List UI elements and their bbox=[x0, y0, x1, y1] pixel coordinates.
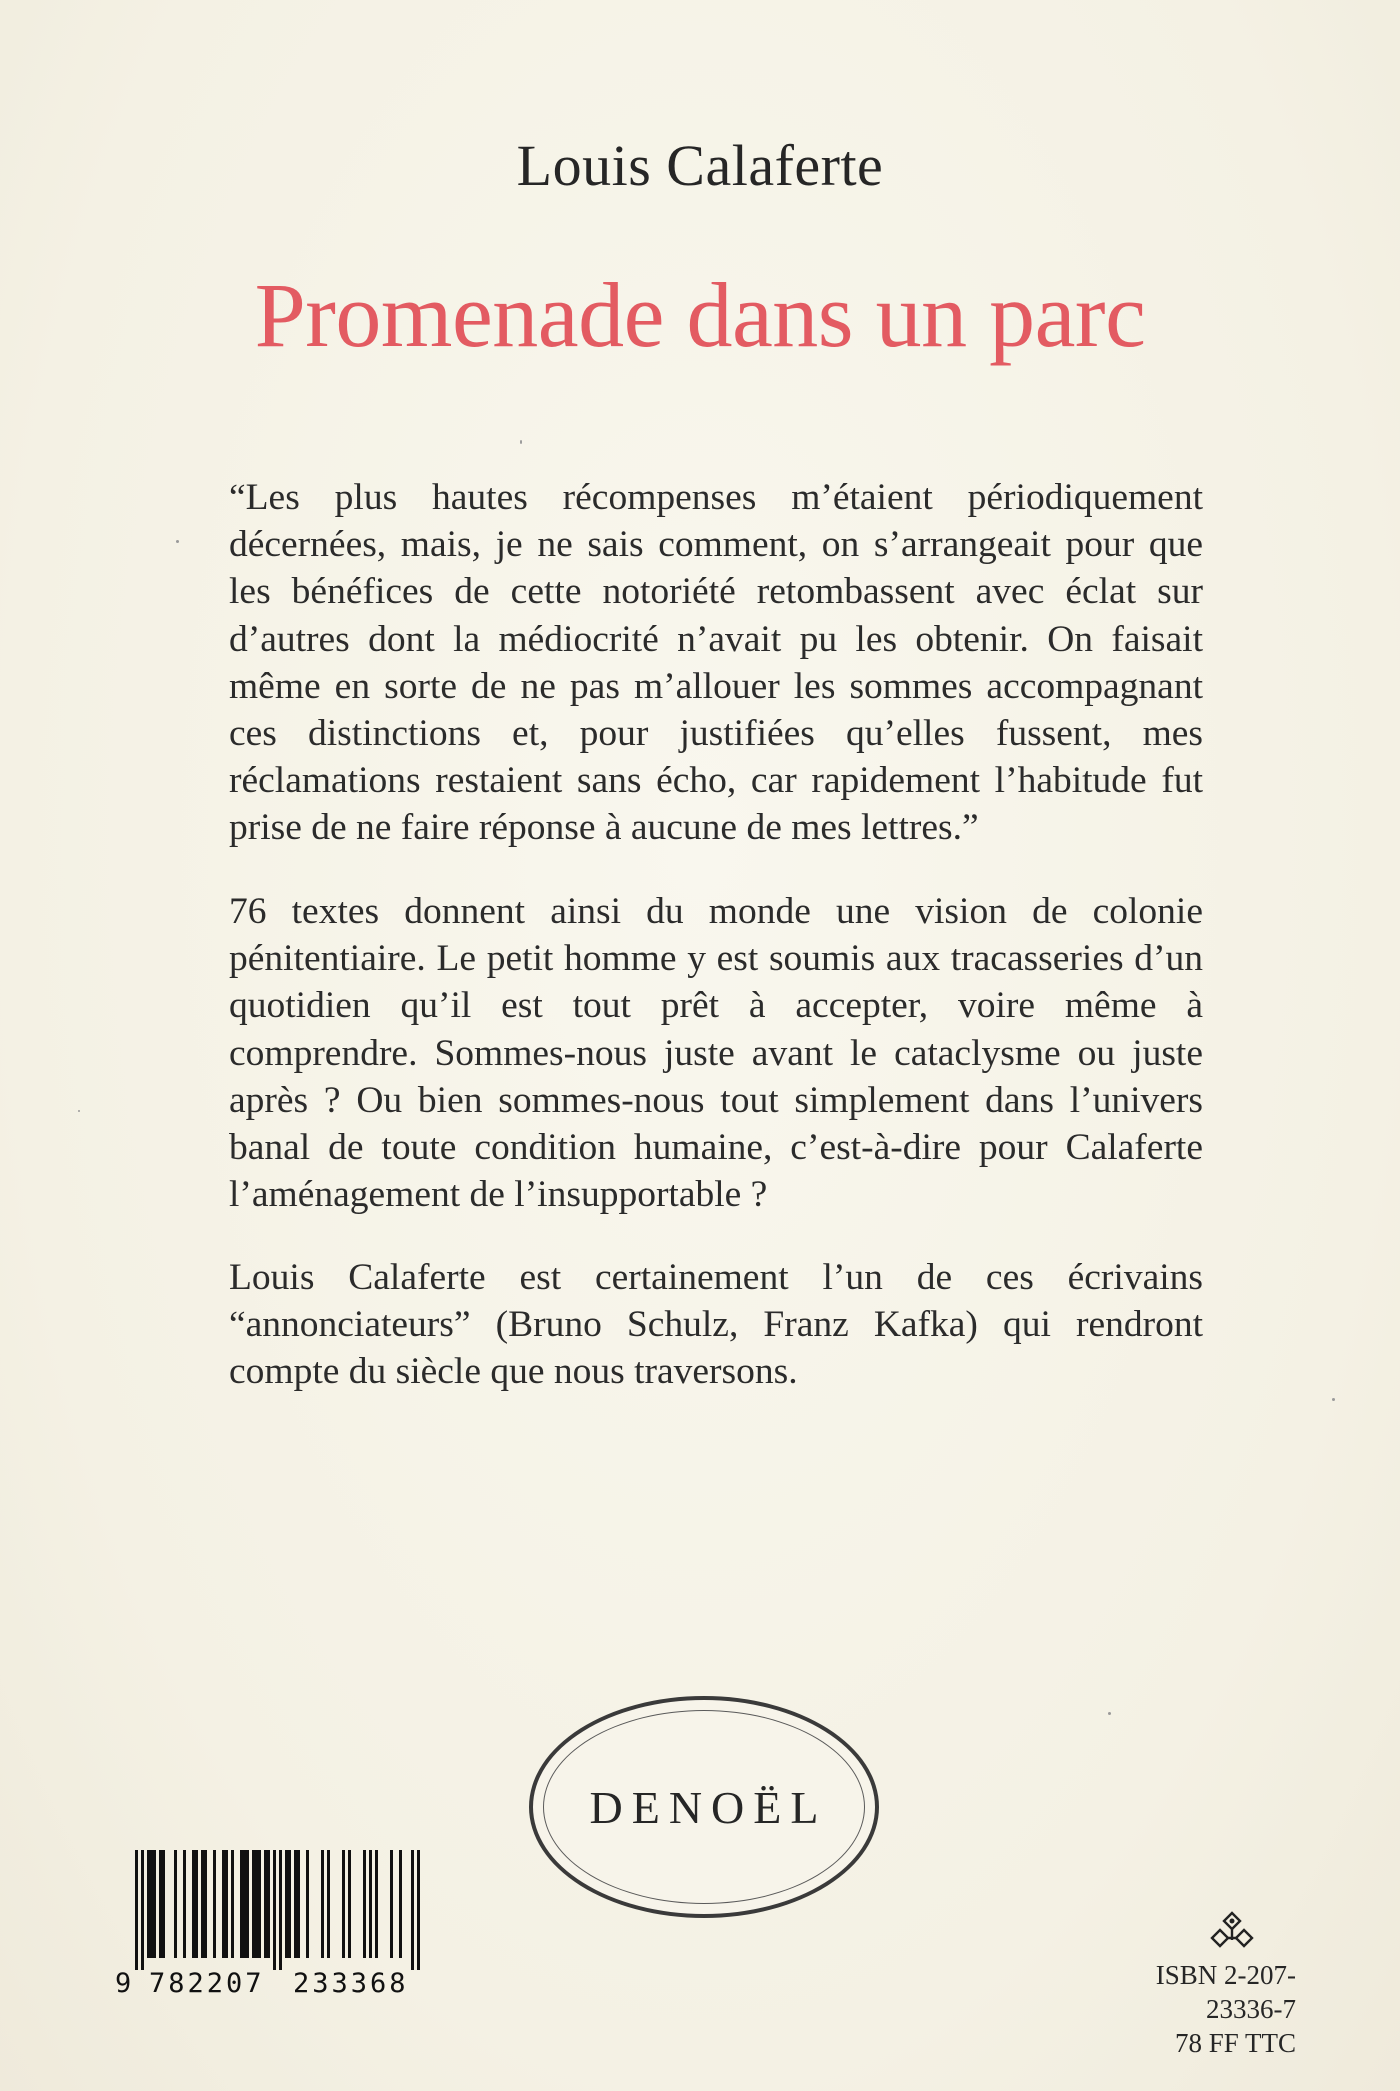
publisher-logo-oval bbox=[529, 1696, 879, 1918]
author-name: Louis Calaferte bbox=[516, 133, 884, 198]
barcode-guard-bar bbox=[417, 1850, 420, 1970]
barcode-bar bbox=[195, 1850, 198, 1958]
barcode-bar bbox=[201, 1850, 204, 1958]
barcode-bar bbox=[183, 1850, 186, 1958]
barcode-bar bbox=[294, 1850, 297, 1958]
barcode-bar bbox=[243, 1850, 246, 1958]
isbn-block bbox=[1106, 1958, 1296, 2060]
barcode-digits-right: 233368 bbox=[293, 1968, 409, 1999]
barcode-bar bbox=[204, 1850, 207, 1958]
quote-paragraph: “Les plus hautes récompenses m’étaient périodiquement décernées, mais, je ne sais comment, on s’arrangeait pour que les bénéfices de cette notoriété retombassent avec éclat sur d’autres dont la médiocrité n’avait pu les obtenir. On faisait même en sorte de ne pas m’allouer les sommes accompagnant ces distinctions et, pour justifiées qu’elles fussent, mes réclamations restaient sans écho, car rapidement l’habitude fut prise de ne faire réponse à aucune de mes lettres.” bbox=[229, 477, 1203, 849]
barcode-bar bbox=[258, 1850, 261, 1958]
barcode-guard-bar bbox=[135, 1850, 138, 1970]
barcode-bar bbox=[147, 1850, 150, 1958]
barcode-guard-bar bbox=[279, 1850, 282, 1970]
barcode-bar bbox=[321, 1850, 324, 1958]
barcode-bar bbox=[327, 1850, 330, 1958]
paper-speck bbox=[1108, 1712, 1111, 1715]
barcode-bar bbox=[150, 1850, 153, 1958]
barcode-bar bbox=[369, 1850, 372, 1958]
barcode-bar bbox=[213, 1850, 216, 1958]
barcode-bar bbox=[288, 1850, 291, 1958]
barcode bbox=[115, 1850, 442, 2012]
barcode-bar bbox=[252, 1850, 255, 1958]
barcode-bar bbox=[306, 1850, 309, 1958]
paper-speck bbox=[176, 540, 179, 543]
book-title: Promenade dans un parc bbox=[254, 264, 1146, 366]
barcode-guard-bar bbox=[273, 1850, 276, 1970]
barcode-bar bbox=[297, 1850, 300, 1958]
publisher-name: DENOËL bbox=[589, 1781, 828, 1833]
barcode-bar bbox=[399, 1850, 402, 1958]
barcode-bar bbox=[363, 1850, 366, 1958]
barcode-digits-left: 782207 bbox=[149, 1968, 265, 1999]
barcode-bars bbox=[115, 1850, 442, 1970]
paper-speck bbox=[1332, 1398, 1335, 1401]
barcode-bar bbox=[267, 1850, 270, 1958]
barcode-bar bbox=[264, 1850, 267, 1958]
barcode-bar bbox=[192, 1850, 195, 1958]
isbn-number: ISBN 2-207-23336-7 bbox=[1155, 1960, 1296, 2024]
barcode-bar bbox=[153, 1850, 156, 1958]
barcode-bar bbox=[348, 1850, 351, 1958]
barcode-digit-prefix: 9 bbox=[115, 1968, 132, 1999]
paper-speck bbox=[78, 1110, 80, 1112]
description-paragraph: 76 textes donnent ainsi du monde une vision de colonie pénitentiaire. Le petit homme y est soumis aux tracasseries d’un quotidien qu’il est tout prêt à accepter, voire même à comprendre. Sommes-nous juste avant le cataclysme ou juste après ? Ou bien sommes-nous tout simplement dans l’univers banal de toute condition humaine, c’est-à-dire pour Calaferte l’aménagement de l’insupportable ? bbox=[229, 891, 1203, 1216]
barcode-bar bbox=[285, 1850, 288, 1958]
barcode-bar bbox=[342, 1850, 345, 1958]
author-note-paragraph: Louis Calaferte est certainement l’un de ces écrivains “annonciateurs” (Bruno Schulz, Franz Kafka) qui rendront compte du siècle que nous traversons. bbox=[229, 1257, 1203, 1393]
barcode-bar bbox=[225, 1850, 228, 1958]
barcode-bar bbox=[390, 1850, 393, 1958]
barcode-guard-bar bbox=[411, 1850, 414, 1970]
barcode-bar bbox=[375, 1850, 378, 1958]
price: 78 FF TTC bbox=[1174, 2028, 1296, 2058]
publisher-emblem-icon bbox=[1208, 1910, 1256, 1954]
barcode-bar bbox=[240, 1850, 243, 1958]
barcode-bar bbox=[222, 1850, 225, 1958]
paper-speck bbox=[520, 440, 522, 444]
barcode-bar bbox=[255, 1850, 258, 1958]
barcode-guard-bar bbox=[141, 1850, 144, 1970]
barcode-bar bbox=[246, 1850, 249, 1958]
barcode-bar bbox=[231, 1850, 234, 1958]
barcode-bar bbox=[162, 1850, 165, 1958]
barcode-bar bbox=[174, 1850, 177, 1958]
barcode-bar bbox=[159, 1850, 162, 1958]
